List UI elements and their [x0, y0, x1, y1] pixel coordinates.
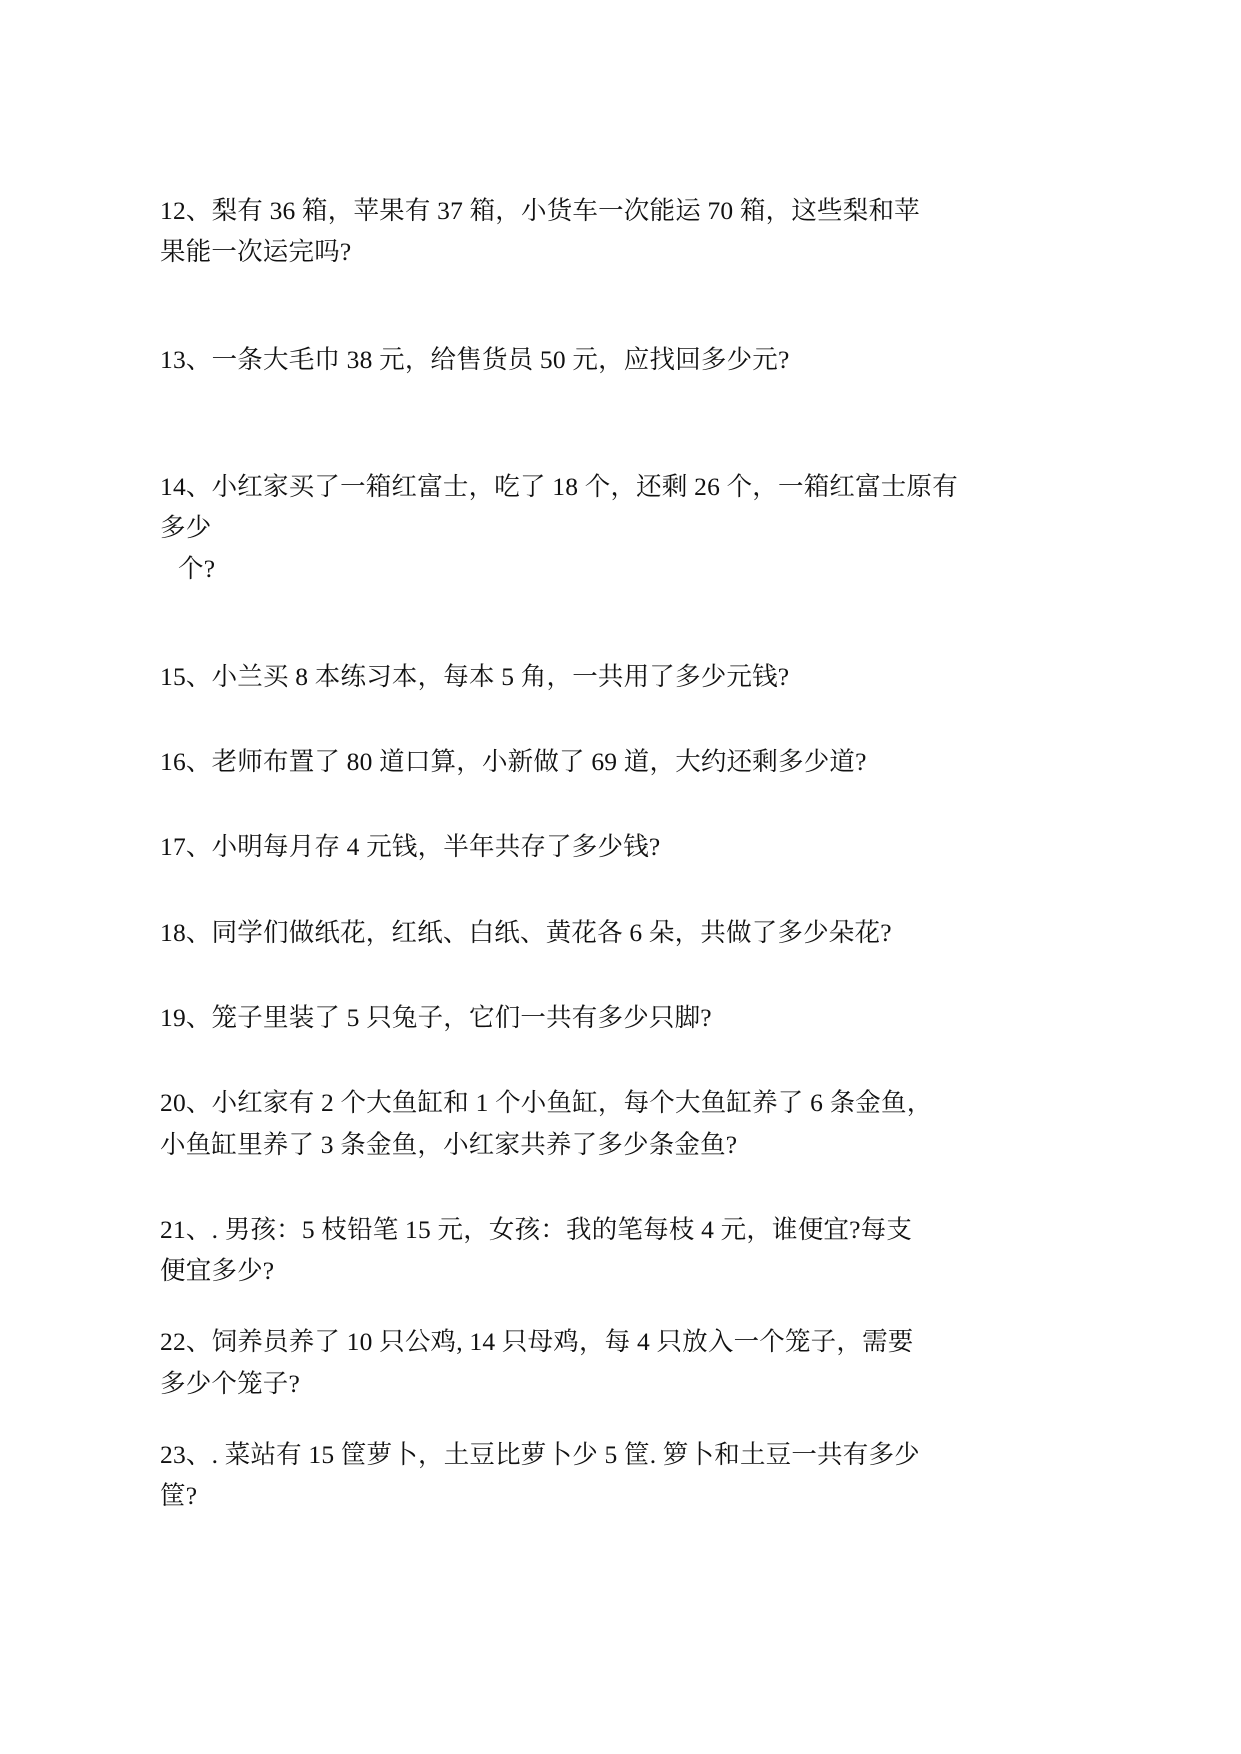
problem-item	[160, 656, 1091, 697]
problem-line: 14、小红家买了一箱红富士，吃了 18 个，还剩 26 个，一箱红富士原有	[160, 471, 958, 501]
problem-item	[160, 1434, 1091, 1517]
problem-line: 23、. 菜站有 15 筐萝卜，土豆比萝卜少 5 筐. 箩卜和土豆一共有多少	[160, 1440, 920, 1470]
problem-item	[160, 912, 1091, 953]
problem-line: 多少	[160, 513, 212, 543]
problem-item	[160, 1209, 1091, 1292]
problem-line: 多少个笼子?	[160, 1368, 301, 1398]
problem-line: 小鱼缸里养了 3 条金鱼，小红家共养了多少条金鱼?	[160, 1129, 738, 1159]
problem-item	[160, 190, 1091, 273]
problem-line: 13、一条大毛巾 38 元，给售货员 50 元，应找回多少元?	[160, 344, 790, 374]
problem-item	[160, 997, 1091, 1038]
problem-line: 21、. 男孩：5 枝铅笔 15 元，女孩：我的笔每枝 4 元，谁便宜?每支	[160, 1214, 913, 1244]
problem-item	[160, 339, 1091, 380]
problem-line: 15、小兰买 8 本练习本，每本 5 角，一共用了多少元钱?	[160, 661, 790, 691]
problem-line: 20、小红家有 2 个大鱼缸和 1 个小鱼缸，每个大鱼缸养了 6 条金鱼，	[160, 1088, 933, 1118]
problem-line: 个?	[178, 554, 216, 584]
problem-line: 便宜多少?	[160, 1256, 275, 1286]
problem-item	[160, 466, 1091, 590]
problem-line: 果能一次运完吗?	[160, 237, 352, 267]
problem-line: 17、小明每月存 4 元钱，半年共存了多少钱?	[160, 832, 661, 862]
problem-line: 22、饲养员养了 10 只公鸡, 14 只母鸡，每 4 只放入一个笼子，需要	[160, 1327, 914, 1357]
problem-line: 16、老师布置了 80 道口算，小新做了 69 道，大约还剩多少道?	[160, 747, 867, 777]
problem-item	[160, 1082, 1091, 1165]
problem-line: 18、同学们做纸花，红纸、白纸、黄花各 6 朵，共做了多少朵花?	[160, 917, 892, 947]
problem-line: 19、笼子里装了 5 只兔子，它们一共有多少只脚?	[160, 1002, 712, 1032]
problem-line: 筐?	[160, 1481, 198, 1511]
problem-item	[160, 826, 1091, 867]
problem-line: 12、梨有 36 箱，苹果有 37 箱，小货车一次能运 70 箱，这些梨和苹	[160, 196, 920, 225]
problem-item	[160, 741, 1091, 782]
problem-item	[160, 1321, 1091, 1404]
